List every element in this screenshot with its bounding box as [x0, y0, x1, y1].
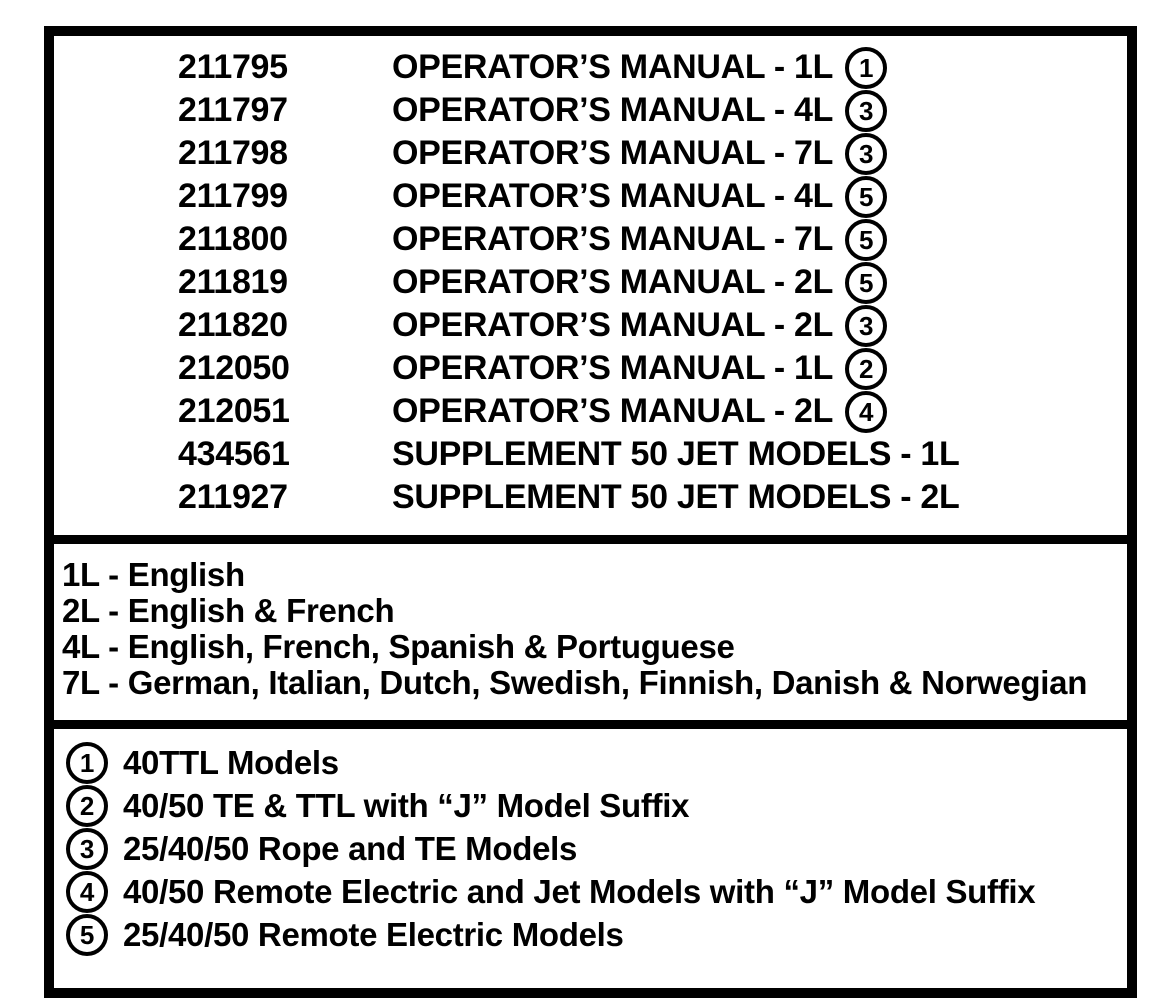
note-number-badge: 5: [66, 914, 108, 956]
note-row: [66, 870, 1127, 913]
note-text: 25/40/50 Remote Electric Models: [123, 915, 624, 953]
manual-row: [54, 89, 1127, 132]
manual-title: OPERATOR’S MANUAL - 7L: [392, 220, 834, 258]
part-number: 212050: [178, 349, 290, 387]
part-number: 211927: [178, 478, 288, 516]
manual-title: OPERATOR’S MANUAL - 2L: [392, 306, 834, 344]
manual-row: [54, 433, 1127, 476]
model-notes-section: [54, 720, 1127, 988]
note-ref-badge: 4: [845, 391, 887, 433]
part-number: 434561: [178, 435, 290, 473]
manual-row: [54, 218, 1127, 261]
note-row: [66, 827, 1127, 870]
manuals-section: [54, 36, 1127, 535]
note-row: [66, 784, 1127, 827]
language-code-line: 2L - English & French: [62, 592, 395, 629]
manual-title: OPERATOR’S MANUAL - 4L: [392, 91, 834, 129]
manual-row: [54, 347, 1127, 390]
note-ref-badge: 1: [845, 47, 887, 89]
manual-title: SUPPLEMENT 50 JET MODELS - 2L: [392, 478, 960, 516]
language-codes-section: [54, 535, 1127, 720]
note-text: 25/40/50 Rope and TE Models: [123, 829, 578, 867]
manual-row: [54, 46, 1127, 89]
note-ref-badge: 5: [845, 219, 887, 261]
note-number-badge: 1: [66, 742, 108, 784]
part-number: 211797: [178, 91, 288, 129]
note-row: [66, 741, 1127, 784]
part-number: 211800: [178, 220, 288, 258]
manual-title: OPERATOR’S MANUAL - 2L: [392, 263, 834, 301]
manual-row: [54, 175, 1127, 218]
manual-title: OPERATOR’S MANUAL - 1L: [392, 48, 834, 86]
part-number: 211819: [178, 263, 288, 301]
manual-row: [54, 390, 1127, 433]
language-code-line: 4L - English, French, Spanish & Portuguese: [62, 628, 735, 665]
manual-title: OPERATOR’S MANUAL - 1L: [392, 349, 834, 387]
note-row: [66, 913, 1127, 956]
part-number: 211799: [178, 177, 288, 215]
note-ref-badge: 3: [845, 133, 887, 175]
note-ref-badge: 3: [845, 305, 887, 347]
manual-title: OPERATOR’S MANUAL - 7L: [392, 134, 834, 172]
note-ref-badge: 2: [845, 348, 887, 390]
language-code-line: 1L - English: [62, 556, 245, 593]
part-number: 211795: [178, 48, 288, 86]
part-number: 211820: [178, 306, 288, 344]
manual-row: [54, 261, 1127, 304]
manual-title: SUPPLEMENT 50 JET MODELS - 1L: [392, 435, 960, 473]
note-number-badge: 3: [66, 828, 108, 870]
note-text: 40/50 Remote Electric and Jet Models with “J” Model Suffix: [123, 872, 1036, 910]
language-code-line: 7L - German, Italian, Dutch, Swedish, Finnish, Danish & Norwegian: [62, 664, 1088, 701]
manual-title: OPERATOR’S MANUAL - 2L: [392, 392, 834, 430]
manual-title: OPERATOR’S MANUAL - 4L: [392, 177, 834, 215]
note-ref-badge: 5: [845, 176, 887, 218]
note-text: 40TTL Models: [123, 743, 339, 781]
note-number-badge: 2: [66, 785, 108, 827]
note-text: 40/50 TE & TTL with “J” Model Suffix: [123, 786, 690, 824]
manual-row: [54, 304, 1127, 347]
manual-row: [54, 476, 1127, 519]
part-number: 212051: [178, 392, 290, 430]
manual-row: [54, 132, 1127, 175]
part-number: 211798: [178, 134, 288, 172]
parts-list-box: [44, 26, 1137, 998]
note-ref-badge: 3: [845, 90, 887, 132]
note-ref-badge: 5: [845, 262, 887, 304]
note-number-badge: 4: [66, 871, 108, 913]
